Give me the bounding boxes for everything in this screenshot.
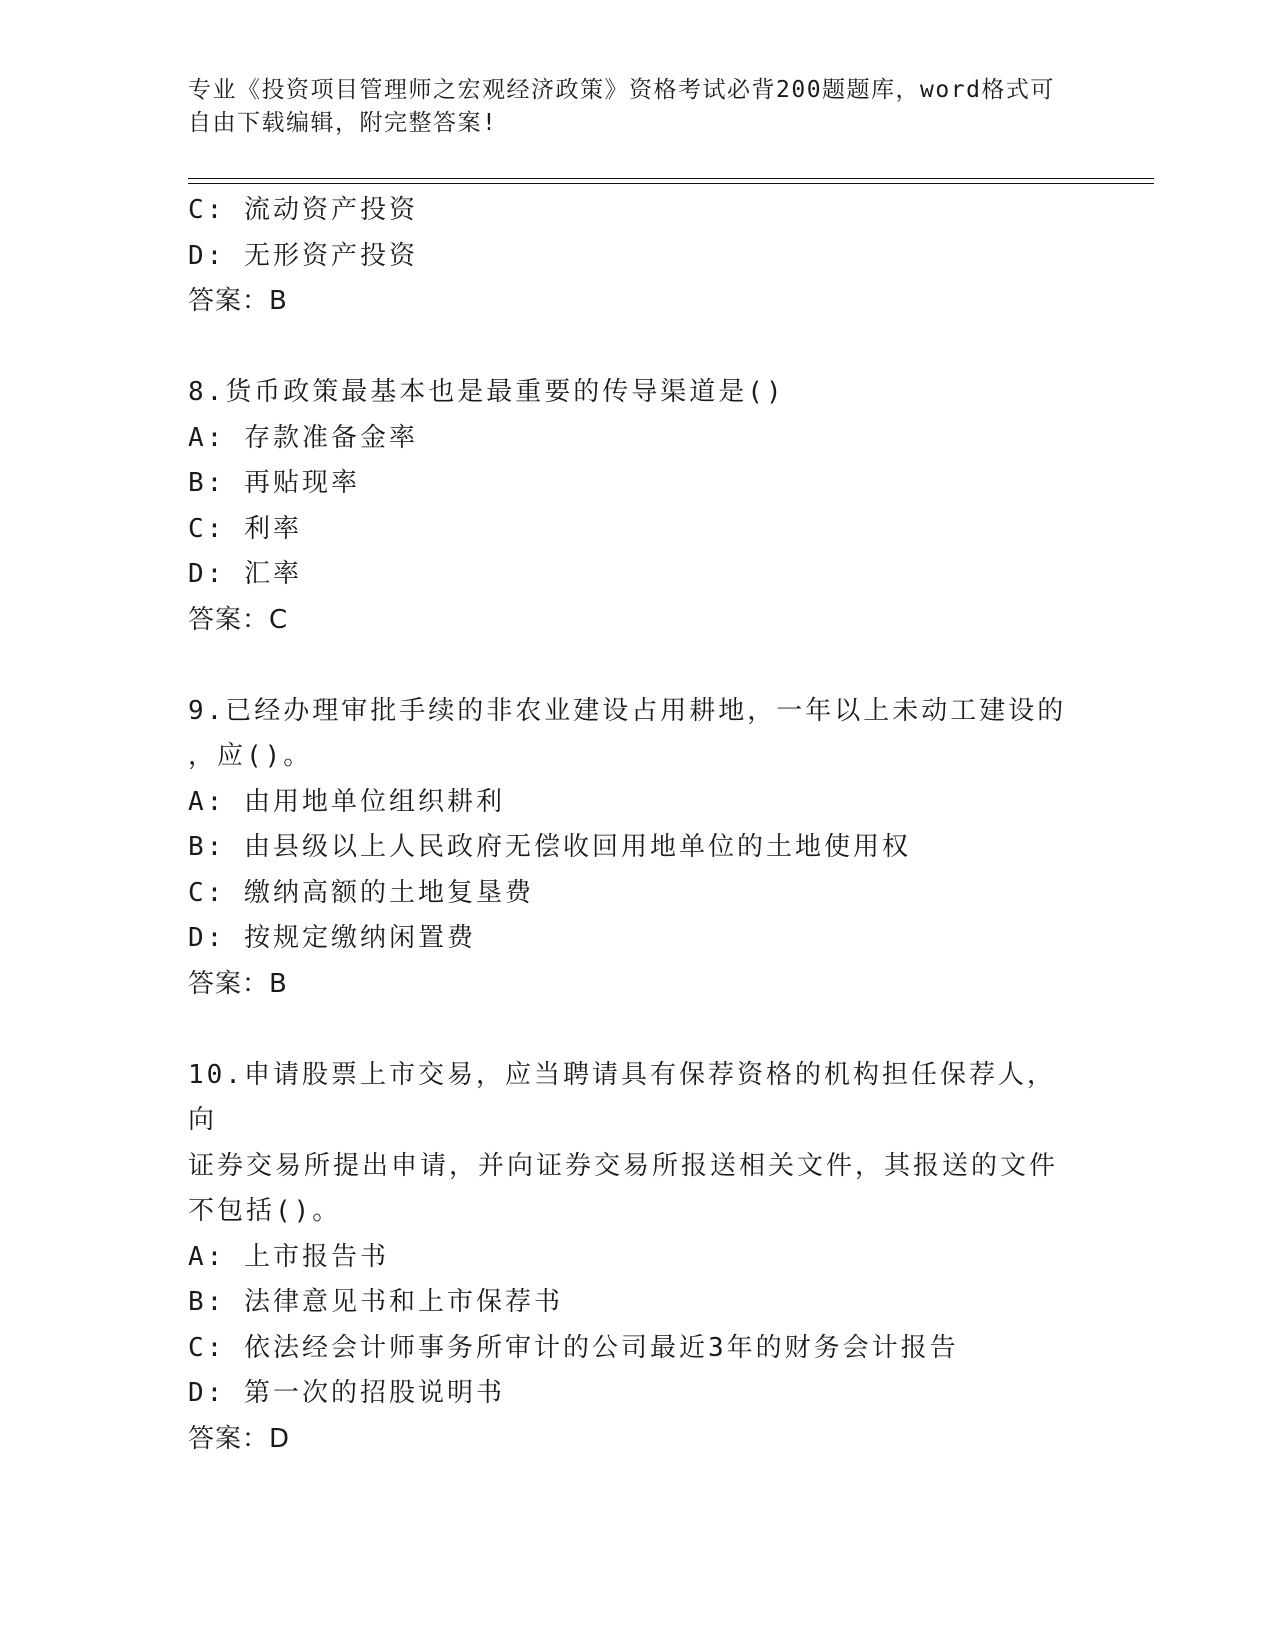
question-stem: 8.货币政策最基本也是最重要的传导渠道是() (188, 377, 785, 407)
question-content (188, 188, 1088, 1462)
option-d: D: 无形资产投资 (188, 240, 418, 271)
spacer (188, 1007, 1088, 1053)
answer-line: 答案：B (188, 286, 288, 316)
question-stem-line-2: 证券交易所提出申请，并向证券交易所报送相关文件，其报送的文件 (188, 1150, 1059, 1181)
question-9 (188, 689, 1088, 1008)
header-rule-bottom (188, 183, 1154, 184)
previous-question-tail (188, 188, 1088, 325)
option-d: D: 按规定缴纳闲置费 (188, 923, 476, 953)
question-stem-line-3: 不包括()。 (188, 1196, 342, 1226)
option-d: D: 汇率 (188, 559, 302, 589)
header-rule-top (188, 178, 1154, 179)
header-line-1: 专业《投资项目管理师之宏观经济政策》资格考试必背200题题库，word格式可 (188, 77, 1055, 103)
option-a: A: 存款准备金率 (188, 422, 418, 453)
spacer (188, 325, 1088, 371)
option-a: A: 上市报告书 (188, 1241, 389, 1272)
option-d: D: 第一次的招股说明书 (188, 1378, 505, 1408)
answer-line: 答案：D (188, 1423, 291, 1454)
question-stem-line-1: 9.已经办理审批手续的非农业建设占用耕地，一年以上未动工建设的 (188, 695, 1067, 726)
answer-line: 答案：B (188, 968, 288, 999)
option-c: C: 依法经会计师事务所审计的公司最近3年的财务会计报告 (188, 1332, 959, 1363)
spacer (188, 643, 1088, 689)
question-8 (188, 370, 1088, 643)
question-10 (188, 1053, 1088, 1463)
option-c: C: 利率 (188, 513, 302, 544)
answer-line: 答案：C (188, 604, 289, 635)
question-stem-line-1: 10.申请股票上市交易，应当聘请具有保荐资格的机构担任保荐人，向 (188, 1059, 1056, 1135)
option-b: B: 法律意见书和上市保荐书 (188, 1287, 563, 1317)
option-a: A: 由用地单位组织耕利 (188, 786, 505, 817)
option-c: C: 缴纳高额的土地复垦费 (188, 877, 534, 908)
page-header (188, 74, 1088, 140)
option-b: B: 由县级以上人民政府无偿收回用地单位的土地使用权 (188, 832, 911, 862)
option-c: C: 流动资产投资 (188, 195, 418, 225)
header-line-2: 自由下载编辑，附完整答案! (188, 110, 498, 136)
question-stem-line-2: ，应()。 (188, 741, 313, 771)
option-b: B: 再贴现率 (188, 468, 360, 498)
